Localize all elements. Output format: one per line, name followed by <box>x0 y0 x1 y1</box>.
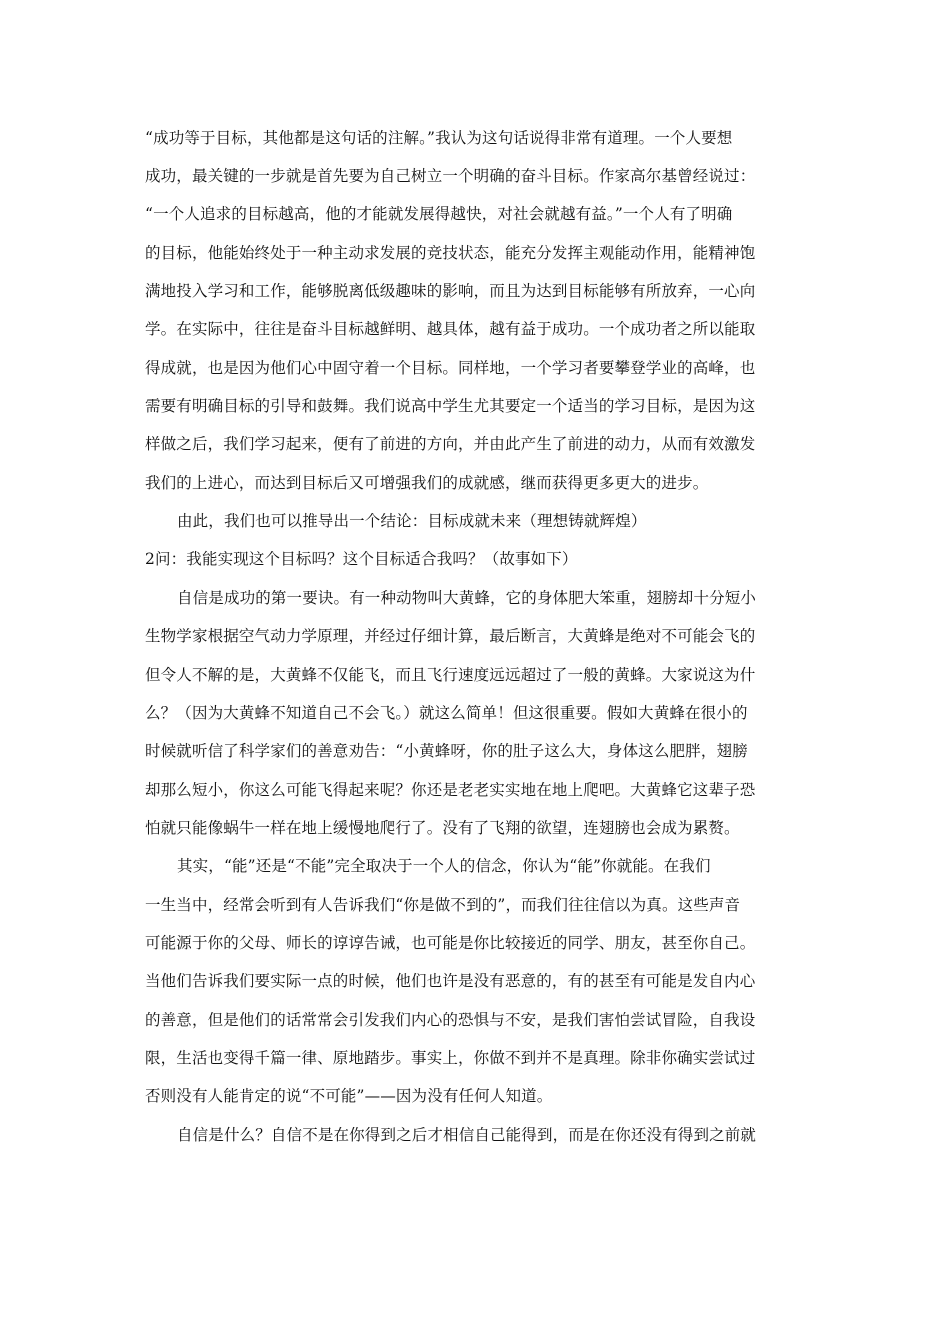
text-line: 满地投入学习和工作，能够脱离低级趣味的影响，而且为达到目标能够有所放弃，一心向 <box>145 282 756 300</box>
text-line: 但令人不解的是，大黄蜂不仅能飞，而且飞行速度远远超过了一般的黄蜂。大家说这为什 <box>145 666 756 684</box>
text-line: 当他们告诉我们要实际一点的时候，他们也许是没有恶意的，有的甚至有可能是发自内心 <box>145 972 756 990</box>
question-heading: 2问：我能实现这个目标吗？这个目标适合我吗？（故事如下） <box>145 550 578 568</box>
paragraph-first-line: 自信是什么？自信不是在你得到之后才相信自己能得到，而是在你还没有得到之前就 <box>177 1126 757 1144</box>
paragraph-first-line: 自信是成功的第一要诀。有一种动物叫大黄蜂，它的身体肥大笨重，翅膀却十分短小 <box>177 589 757 607</box>
text-line: 怕就只能像蜗牛一样在地上缓慢地爬行了。没有了飞翔的欲望，连翅膀也会成为累赘。 <box>145 819 740 837</box>
text-line: 限，生活也变得千篇一律、原地踏步。事实上，你做不到并不是真理。除非你确实尝试过 <box>145 1049 756 1067</box>
text-line: 么？（因为大黄蜂不知道自己不会飞。）就这么简单！但这很重要。假如大黄蜂在很小的 <box>145 704 748 722</box>
text-line: 成功，最关键的一步就是首先要为自己树立一个明确的奋斗目标。作家高尔基曾经说过： <box>145 167 756 185</box>
paragraph-first-line: 其实，“能”还是“不能”完全取决于一个人的信念，你认为“能”你就能。在我们 <box>177 857 711 875</box>
text-line: “一个人追求的目标越高，他的才能就发展得越快，对社会就越有益。”一个人有了明确 <box>145 205 733 223</box>
text-line: 我们的上进心，而达到目标后又可增强我们的成就感，继而获得更多更大的进步。 <box>145 474 709 492</box>
text-line: “成功等于目标，其他都是这句话的注解。”我认为这句话说得非常有道理。一个人要想 <box>145 129 733 147</box>
text-line: 一生当中，经常会听到有人告诉我们“你是做不到的”，而我们往往信以为真。这些声音 <box>145 896 741 914</box>
text-line: 需要有明确目标的引导和鼓舞。我们说高中学生尤其要定一个适当的学习目标，是因为这 <box>145 397 756 415</box>
text-line: 的善意，但是他们的话常常会引发我们内心的恐惧与不安，是我们害怕尝试冒险，自我设 <box>145 1011 756 1029</box>
text-line: 得成就，也是因为他们心中固守着一个目标。同样地，一个学习者要攀登学业的高峰，也 <box>145 359 756 377</box>
text-line: 学。在实际中，往往是奋斗目标越鲜明、越具体，越有益于成功。一个成功者之所以能取 <box>145 320 756 338</box>
text-line: 的目标，他能始终处于一种主动求发展的竞技状态，能充分发挥主观能动作用，能精神饱 <box>145 244 756 262</box>
text-line: 样做之后，我们学习起来，便有了前进的方向，并由此产生了前进的动力，从而有效激发 <box>145 435 756 453</box>
text-line: 可能源于你的父母、师长的谆谆告诫，也可能是你比较接近的同学、朋友，甚至你自己。 <box>145 934 756 952</box>
paragraph-first-line: 由此，我们也可以推导出一个结论：目标成就未来（理想铸就辉煌） <box>177 512 647 530</box>
text-line: 时候就听信了科学家们的善意劝告：“小黄蜂呀，你的肚子这么大，身体这么肥胖，翅膀 <box>145 742 748 760</box>
text-line: 生物学家根据空气动力学原理，并经过仔细计算，最后断言，大黄蜂是绝对不可能会飞的 <box>145 627 756 645</box>
text-line: 否则没有人能肯定的说“不可能”——因为没有任何人知道。 <box>145 1087 553 1105</box>
text-line: 却那么短小，你这么可能飞得起来呢？你还是老老实实地在地上爬吧。大黄蜂它这辈子恐 <box>145 781 756 799</box>
